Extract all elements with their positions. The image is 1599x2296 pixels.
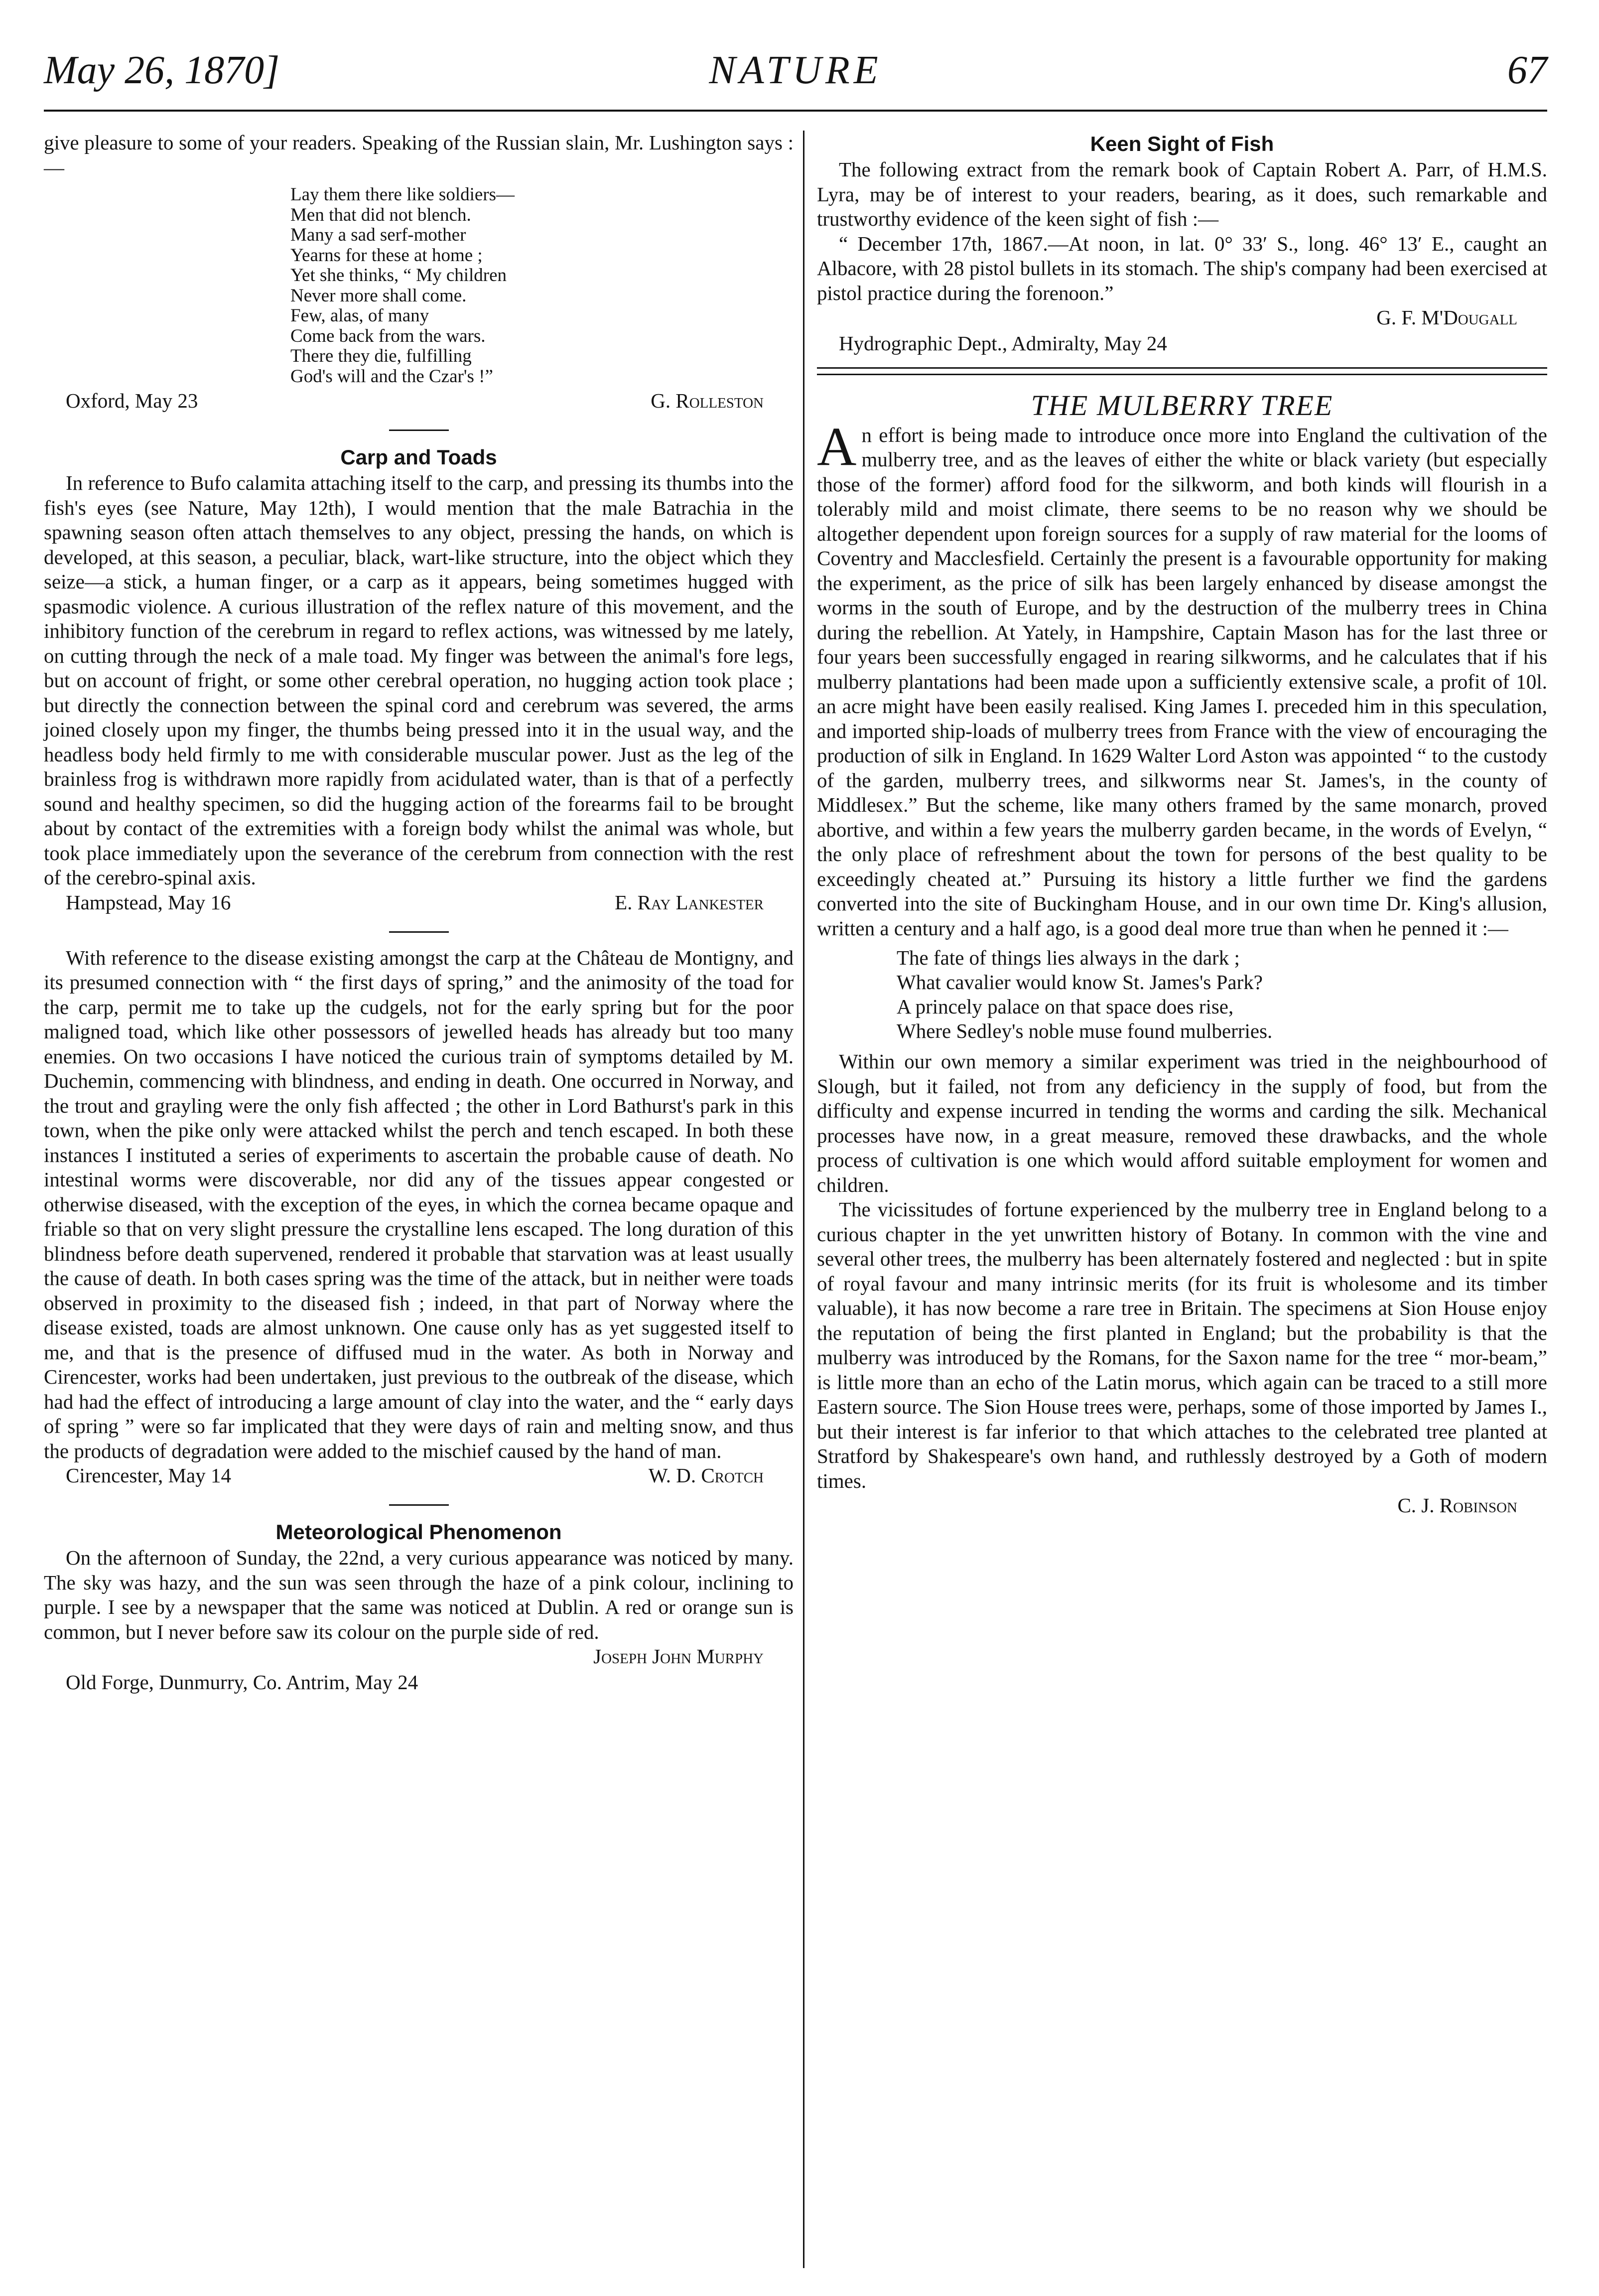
verse-line: Where Sedley's noble muse found mulberries. [897, 1019, 1273, 1042]
murphy-signature [44, 1644, 794, 1670]
signature-place: Cirencester, May 14 [66, 1464, 231, 1487]
left-column [44, 131, 794, 1695]
signature-author: E. Ray Lankester [615, 890, 764, 914]
section-separator [389, 1504, 449, 1506]
meteorological-title: Meteorological Phenomenon [275, 1520, 562, 1544]
signature-author: C. J. Robinson [1397, 1494, 1517, 1517]
running-head [44, 48, 1547, 103]
poem-line: Men that did not blench. [290, 204, 471, 225]
carp-toads-title: Carp and Toads [340, 445, 497, 469]
article-double-rule [817, 367, 1547, 375]
poem-line: Many a sad serf-mother [290, 225, 466, 245]
right-column [817, 131, 1547, 1519]
journal-title: NATURE [709, 48, 882, 92]
carp-toads-body: In reference to Bufo calamita attaching itself to the carp, and pressing its thumbs into the fish's eyes (see Nature, May 12th), I would mention that the male Batrachia in the spawning season often attach themselves to any object, pressing the hands, on which is developed, at this season, a peculiar, black, wart-like structure, into the object which they seize—a stick, a human finger, or a carp as it appears, being sometimes hugged with spasmodic violence. A curious illustration of the reflex nature of this movement, and the inhibitory function of the cerebrum in regard to reflex actions, was witnessed by me lately, on cutting through the neck of a male toad. My finger was between the animal's fore legs, but on account of fright, or some other cerebral operation, no hugging action took place ; but directly the connection between the spinal cord and cerebrum was severed, the arms joined closely upon my finger, the thumbs being pressed into it in the usual way, and the headless body held firmly to me with considerable muscular power. Just as the leg of the brainless frog is withdrawn more rapidly from acidulated water, than is that of a perfectly sound and healthy specimen, so did the hugging action of the forearms fail to be brought about by contact of the extremities with a foreign body whilst the animal was whole, but took place immediately upon the severance of the cerebrum from connection with the rest of the cerebro-spinal axis. [44, 471, 794, 889]
column-divider [803, 131, 804, 2268]
russian-poem [290, 185, 794, 387]
page-number: 67 [1507, 48, 1547, 92]
poem-line: Never more shall come. [290, 285, 467, 306]
poem-line: There they die, fulfilling [290, 346, 472, 366]
lankester-signature [44, 890, 794, 916]
poem-line: Lay them there like soldiers— [290, 184, 515, 205]
keen-sight-quote: “ December 17th, 1867.—At noon, in lat. 0° 33′ S., long. 46° 13′ E., caught an Albacore, with 28 pistol bullets in its stomach. The ship's company had been exercised at pistol practice during the forenoon.” [817, 232, 1547, 304]
mdougall-signature [817, 305, 1547, 331]
poem-line: God's will and the Czar's !” [290, 366, 493, 387]
verse-line: A princely palace on that space does rise, [897, 995, 1234, 1018]
mulberry-paragraph-1: An effort is being made to introduce once more into England the cultivation of the mulberry tree, and as the leaves of either the white or black variety (but especially those of the former) afford food for the silkworm, and both kinds will flourish in a tolerably mild and moist climate, there seems to be no reason why we should be altogether dependent upon foreign sources for a supply of raw material for the looms of Coventry and Macclesfield. Certainly the present is a favourable opportunity for making the experiment, as the price of silk has been largely enhanced by disease amongst the worms in the south of Europe, and by the destruction of the mulberry trees in China during the rebellion. At Yately, in Hampshire, Captain Mason has for the last three or four years been successfully engaged in rearing silkworms, and he calculates that if his mulberry plantations had been made upon a sufficiently extensive scale, a profit of 10l. an acre might have been easily realised. King James I. preceded him in this speculation, and imported ship-loads of mulberry trees from France with the view of encouraging the production of silk in England. In 1629 Walter Lord Aston was appointed “ to the custody of the garden, mulberry trees, and silkworms near St. James's, in the county of Middlesex.” But the scheme, like many others framed by the same monarch, proved abortive, and within a few years the mulberry garden became, in the words of Evelyn, “ the only place of refreshment about the town for persons of the best quality to be exceedingly cheated at.” Pursuing its history a little further we find the gardens converted into the site of Buckingham House, and in our own time Dr. King's allusion, written a century and a half ago, is a good deal more true than when he penned it :— [817, 416, 1547, 940]
mulberry-article-title: THE MULBERRY TREE [1031, 389, 1333, 422]
signature-place: Old Forge, Dunmurry, Co. Antrim, May 24 [66, 1671, 418, 1694]
dr-king-verse [897, 946, 1547, 1043]
crotch-signature [44, 1463, 794, 1489]
poem-line: Come back from the wars. [290, 325, 486, 346]
verse-line: The fate of things lies always in the dark ; [897, 946, 1240, 969]
signature-place: Hampstead, May 16 [66, 890, 231, 914]
robinson-signature [817, 1493, 1547, 1519]
keen-sight-title: Keen Sight of Fish [1090, 132, 1274, 155]
meteorological-body: On the afternoon of Sunday, the 22nd, a very curious appearance was noticed by many. The sky was hazy, and the sun was seen through the haze of a pink colour, inclining to purple. I see by a newspaper that the same was noticed at Dublin. A red or orange sun is common, but I never before saw its colour on the purple side of red. [44, 1546, 794, 1643]
section-separator [389, 430, 449, 431]
crotch-letter-body: With reference to the disease existing amongst the carp at the Château de Montigny, and its presumed connection with “ the first days of spring,” and the animosity of the toad for the carp, permit me to take up the cudgels, not for the early spring but for the poor maligned toad, which like other possessors of jewelled heads has already but too many enemies. On two occasions I have noticed the curious train of symptoms detailed by M. Duchemin, commencing with blindness, and ending in death. One occurred in Norway, and the trout and grayling were the only fish affected ; the other in Lord Bathurst's park in this town, when the pike only were attacked whilst the perch and tench escaped. In both these instances I instituted a series of experiments to ascertain the probable cause of death. No intestinal worms were discoverable, nor did any of the tissues appear congested or otherwise diseased, with the exception of the eyes, in which the cornea became opaque and friable so that on very slight pressure the crystalline lens escaped. The long duration of this blindness before death supervened, rendered it probable that starvation was at least usually the cause of death. In both cases spring was the time of the attack, but in neither were toads observed in proximity to the diseased fish ; indeed, in that part of Norway where the disease existed, toads are almost unknown. One cause only has as yet suggested itself to me, and that is the presence of diffused mud in the water. As both in Norway and Cirencester, works had been undertaken, just previous to the outbreak of the disease, which had had the effect of introducing a large amount of clay into the water, and the “ early days of spring ” were so far implicated that they were days of rain and melting snow, and thus the products of degradation were added to the mischief caused by the hand of man. [44, 946, 794, 1462]
rolleston-intro: give pleasure to some of your readers. Speaking of the Russian slain, Mr. Lushington says :— [44, 131, 794, 179]
issue-date: May 26, 1870] [44, 48, 280, 92]
rolleston-signature [44, 389, 794, 415]
signature-place: Hydrographic Dept., Admiralty, May 24 [839, 332, 1167, 355]
signature-author: G. Rolleston [651, 389, 764, 412]
signature-author: Joseph John Murphy [593, 1645, 764, 1668]
section-separator [389, 931, 449, 933]
verse-line: What cavalier would know St. James's Park? [897, 971, 1263, 994]
header-rule [44, 110, 1547, 112]
mulberry-paragraph-3: The vicissitudes of fortune experienced by the mulberry tree in England belong to a curious chapter in the yet unwritten history of Botany. In common with the vine and several other trees, the mulberry has been alternately fostered and neglected : but in spite of royal favour and many intrinsic merits (for its fruit is wholesome and its timber valuable), it has now become a rare tree in Britain. The specimens at Sion House enjoy the reputation of being the first planted in England; but the probability is that the mulberry was introduced by the Romans, for the Saxon name for the tree “ mor-beam,” is little more than an echo of the Latin morus, which again can be traced to a still more Eastern source. The Sion House trees were, perhaps, some of those imported by James I., but their interest is far inferior to that which attaches to the celebrated tree planted at Stratford by Shakespeare's own hand, and ruthlessly destroyed by a Goth of modern times. [817, 1198, 1547, 1492]
poem-line: Yearns for these at home ; [290, 245, 483, 266]
poem-line: Yet she thinks, “ My children [290, 265, 507, 286]
signature-author: G. F. M'Dougall [1376, 306, 1517, 329]
keen-sight-body: The following extract from the remark book of Captain Robert A. Parr, of H.M.S. Lyra, may be of interest to your readers, bearing, as it does, such remarkable and trustworthy evidence of the keen sight of fish :— [817, 158, 1547, 230]
signature-author: W. D. Crotch [648, 1464, 764, 1487]
poem-line: Few, alas, of many [290, 305, 429, 326]
signature-place: Oxford, May 23 [66, 389, 198, 412]
mulberry-paragraph-2: Within our own memory a similar experiment was tried in the neighbourhood of Slough, but it failed, not from any deficiency in the supply of food, but from the difficulty and expense incurred in tending the worms and carding the silk. Mechanical processes have now, in a great measure, removed these drawbacks, and the whole process of cultivation is one which would afford suitable employment for women and children. [817, 1050, 1547, 1196]
